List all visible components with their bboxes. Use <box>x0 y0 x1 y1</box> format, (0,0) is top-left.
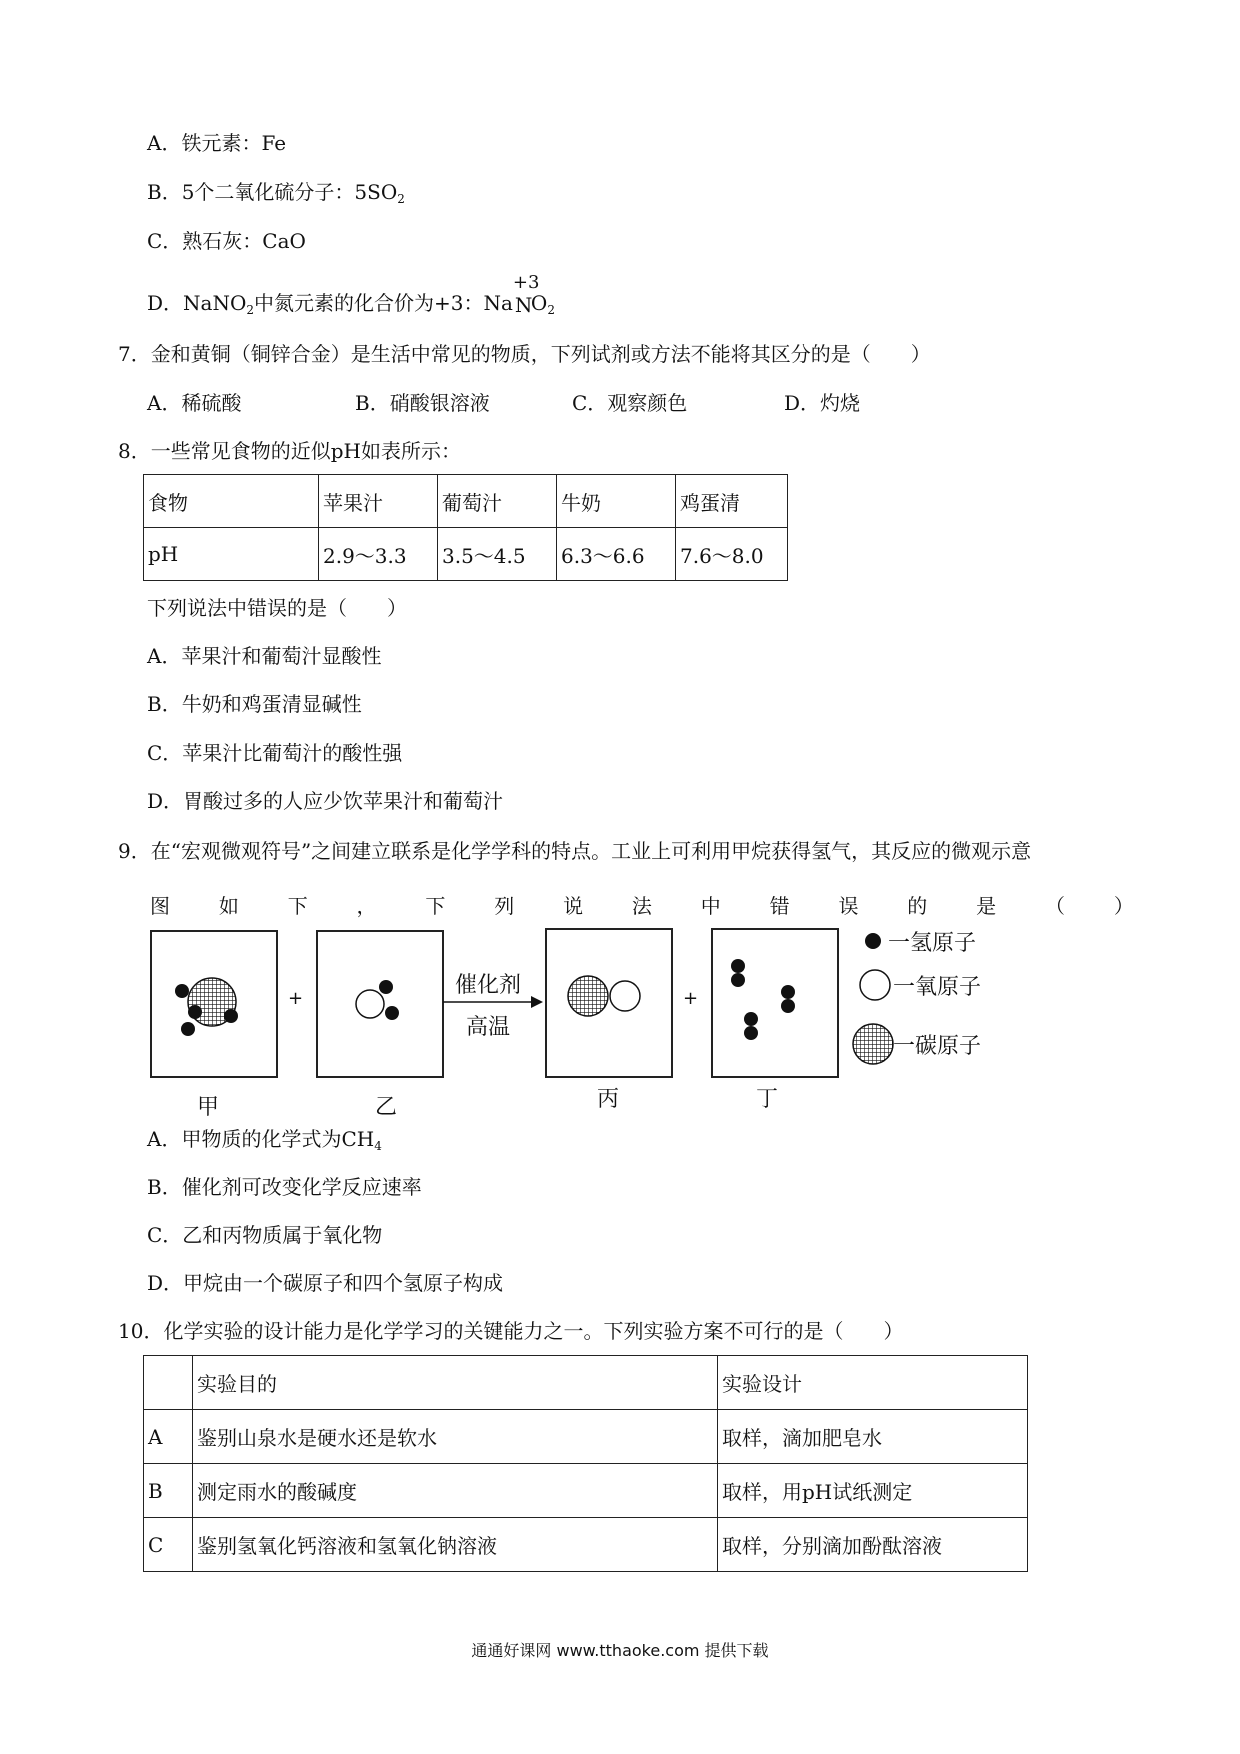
label-bing: 丙 <box>597 1087 620 1112</box>
table-cell <box>144 1356 193 1410</box>
table-cell: 取样，滴加肥皂水 <box>718 1410 1028 1464</box>
stem-char: ） <box>1113 894 1134 918</box>
valence-value: +3 <box>512 272 540 293</box>
hydrogen-molecules <box>731 959 795 1040</box>
table-cell: 实验目的 <box>193 1356 718 1410</box>
stem-char: 下 <box>287 894 308 918</box>
q7-stem: 7．金和黄铜（铜锌合金）是生活中常见的物质，下列试剂或方法不能将其区分的是（ ） <box>118 342 931 366</box>
water-molecule <box>356 980 399 1020</box>
stem-char: 误 <box>838 894 859 918</box>
table-cell: 鉴别山泉水是硬水还是软水 <box>193 1410 718 1464</box>
legend-carbon: 一碳原子 <box>893 1034 982 1059</box>
table-cell: 测定雨水的酸碱度 <box>193 1464 718 1518</box>
q9-option-b: B．催化剂可改变化学反应速率 <box>147 1175 422 1199</box>
q8-option-b: B．牛奶和鸡蛋清显碱性 <box>147 692 362 716</box>
table-cell: B <box>144 1464 193 1518</box>
stem-char: （ <box>1044 894 1065 918</box>
table-cell: 取样，用pH试纸测定 <box>718 1464 1028 1518</box>
q10-stem: 10．化学实验的设计能力是化学学习的关键能力之一。下列实验方案不可行的是（ ） <box>118 1319 904 1343</box>
q9-stem: 9．在“宏观微观符号”之间建立联系是化学学科的特点。工业上可利用甲烷获得氢气，其反应的微观示意 <box>118 839 1032 863</box>
table-cell: 鉴别氢氧化钙溶液和氢氧化钠溶液 <box>193 1518 718 1572</box>
q6-option-d-subscript: 2 <box>246 303 254 317</box>
table-cell: 食物 <box>144 475 319 528</box>
stem-char: 中 <box>700 894 721 918</box>
q9-option-a <box>147 1126 382 1159</box>
stem-char: 是 <box>976 894 997 918</box>
q6-option-d-oxygen: O <box>530 291 548 315</box>
q7-option-b: B．硝酸银溶液 <box>355 391 490 415</box>
q8-option-c: C．苹果汁比葡萄汁的酸性强 <box>147 741 403 765</box>
q9-option-a-text: A．甲物质的化学式为CH <box>147 1127 375 1151</box>
stem-char: 图 <box>150 894 170 918</box>
table-row <box>144 1464 1028 1518</box>
table-cell: 苹果汁 <box>319 475 438 528</box>
q9-option-d: D．甲烷由一个碳原子和四个氢原子构成 <box>147 1271 504 1295</box>
stem-char: 法 <box>631 894 652 918</box>
plus-sign: + <box>288 988 304 1009</box>
stem-char: 说 <box>563 894 584 918</box>
label-ding: 丁 <box>756 1087 779 1112</box>
stem-char: 错 <box>769 894 790 918</box>
label-jia: 甲 <box>197 1095 220 1120</box>
q6-option-d-text: D．NaNO <box>147 291 247 315</box>
q6-option-b-text: B．5个二氧化硫分子：5SO <box>147 180 398 204</box>
label-yi: 乙 <box>375 1095 398 1120</box>
condition-catalyst: 催化剂 <box>455 973 522 998</box>
q7-option-d: D．灼烧 <box>784 391 861 415</box>
table-cell: 实验设计 <box>718 1356 1028 1410</box>
methane-molecule <box>175 978 238 1036</box>
q7-option-a: A．稀硫酸 <box>147 391 242 415</box>
stem-char: 的 <box>907 894 928 918</box>
page-footer: 通通好课网 www.tthaoke.com 提供下载 <box>471 1641 769 1660</box>
table-cell: pH <box>144 528 319 581</box>
table-cell: 3.5～4.5 <box>438 528 557 581</box>
q6-option-c: C．熟石灰：CaO <box>147 229 306 253</box>
table-cell: A <box>144 1410 193 1464</box>
table-cell: 鸡蛋清 <box>676 475 788 528</box>
table-cell: 葡萄汁 <box>438 475 557 528</box>
legend-carbon-symbol <box>853 1024 893 1064</box>
legend-symbols <box>853 933 893 1064</box>
q8-option-d: D．胃酸过多的人应少饮苹果汁和葡萄汁 <box>147 789 504 813</box>
legend-oxygen-symbol <box>860 970 890 1000</box>
table-cell: 7.6～8.0 <box>676 528 788 581</box>
table-cell: C <box>144 1518 193 1572</box>
q8-option-a: A．苹果汁和葡萄汁显酸性 <box>147 644 382 668</box>
q7-option-c: C．观察颜色 <box>572 391 688 415</box>
stem-char: ， <box>356 894 377 918</box>
legend-oxygen: 一氧原子 <box>893 975 982 1000</box>
q6-option-d-text2: 中氮元素的化合价为+3：Na <box>254 291 513 315</box>
table-row <box>144 1356 1028 1410</box>
table-row <box>144 1410 1028 1464</box>
table-cell: 6.3～6.6 <box>557 528 676 581</box>
table-cell: 2.9～3.3 <box>319 528 438 581</box>
q6-option-d-subscript2: 2 <box>547 303 555 317</box>
legend-hydrogen: 一氢原子 <box>888 931 977 956</box>
table-cell: 牛奶 <box>557 475 676 528</box>
stem-char: 如 <box>218 894 239 918</box>
carbon-monoxide-molecule <box>568 976 640 1016</box>
q8-question: 下列说法中错误的是（ ） <box>147 596 407 620</box>
plus-sign: + <box>683 988 699 1009</box>
q9-option-a-subscript: 4 <box>374 1139 382 1153</box>
stem-char: 下 <box>425 894 446 918</box>
q9-option-c: C．乙和丙物质属于氧化物 <box>147 1223 383 1247</box>
stem-char: 列 <box>494 894 515 918</box>
legend-hydrogen-symbol <box>865 933 881 949</box>
nitrogen-symbol: N <box>514 293 533 317</box>
q6-option-a: A．铁元素：Fe <box>147 131 287 155</box>
q8-stem: 8．一些常见食物的近似pH如表所示： <box>118 439 461 463</box>
experiment-table <box>143 1355 1028 1572</box>
table-cell: 取样，分别滴加酚酞溶液 <box>718 1518 1028 1572</box>
q6-option-b-subscript: 2 <box>397 192 405 206</box>
condition-temperature: 高温 <box>466 1015 511 1040</box>
table-row <box>144 1518 1028 1572</box>
